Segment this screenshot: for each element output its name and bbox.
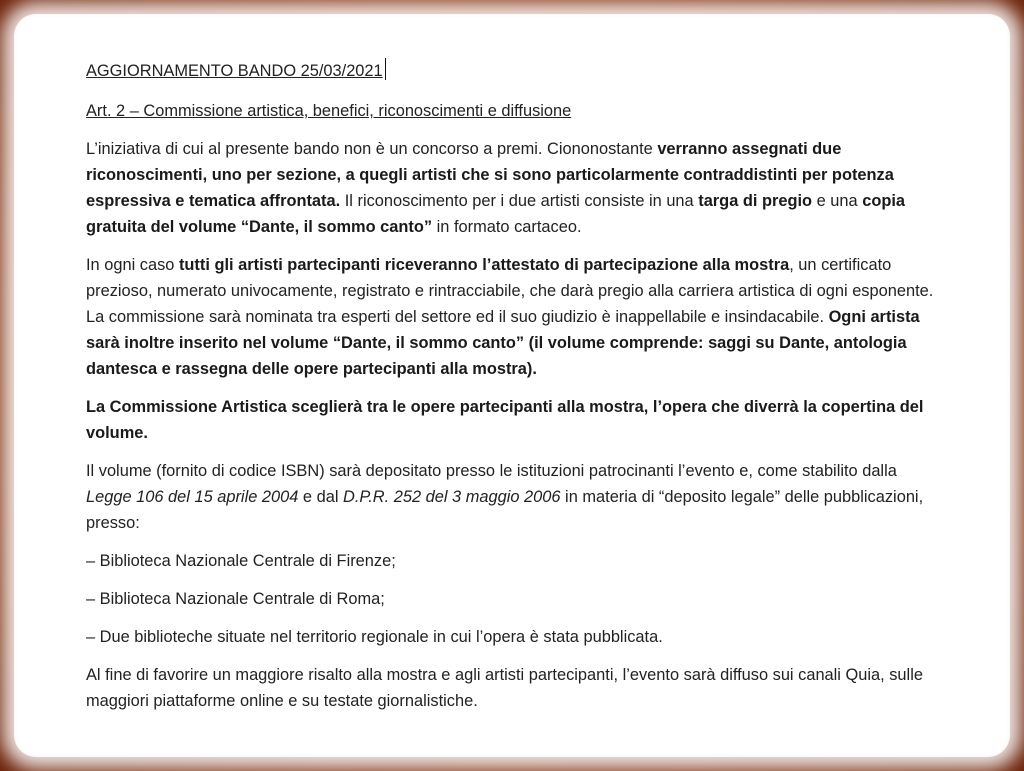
paragraph-participation-bold-2: Ogni artista sarà inoltre inserito nel volume “Dante, il sommo canto” (il volume comprende: saggi su Dante, antologia dantesca e rassegna delle opere partecipanti alla mostra). [86,308,920,378]
paragraph-awards [86,136,946,240]
document-title-text: AGGIORNAMENTO BANDO 25/03/2021 [86,62,383,80]
list-item: – Due biblioteche situate nel territorio regionale in cui l’opera è stata pubblicata. [86,628,663,646]
paragraph-awards-text-2: Il riconoscimento per i due artisti consiste in una [340,192,699,210]
paragraph-cover [86,394,946,446]
paragraph-deposit-decree: D.P.R. 252 del 3 maggio 2006 [343,488,561,506]
paragraph-deposit-law: Legge 106 del 15 aprile 2004 [86,488,299,506]
paragraph-awards-text-4: in formato cartaceo. [432,218,582,236]
paragraph-awards-bold-2: targa di pregio [698,192,813,210]
document-title [86,58,386,84]
paragraph-participation-text-2: , un certificato prezioso, numerato univocamente, registrato e rintracciabile, che darà pregio alla carriera artistica di ogni esponente. La commissione sarà nominata tra esperti del settore ed il suo giudizio è inappellabile e insindacabile. [86,256,934,326]
paragraph-participation-intro: In ogni caso [86,256,179,274]
article-heading: Art. 2 – Commissione artistica, benefici, riconoscimenti e diffusione [86,102,572,120]
document-page [14,14,1010,757]
text-cursor [385,58,387,80]
paragraph-participation [86,252,946,382]
paragraph-deposit-text-2: e dal [298,488,344,506]
paragraph-deposit-intro: Il volume (fornito di codice ISBN) sarà depositato presso le istituzioni patrocinanti l’evento e, come stabilito dalla [86,462,897,480]
paragraph-promotion: Al fine di favorire un maggiore risalto alla mostra e agli artisti partecipanti, l’evento sarà diffuso sui canali Quia, sulle maggiori piattaforme online e su testate giornalistiche. [86,666,923,710]
paragraph-awards-intro: L’iniziativa di cui al presente bando non è un concorso a premi. Ciononostante [86,140,658,158]
paragraph-awards-bold-1: verranno assegnati due riconoscimenti, uno per sezione, a quegli artisti che si sono particolarmente contraddistinti per potenza espressiva e tematica affrontata. [86,140,894,210]
paragraph-awards-text-3: e una [812,192,863,210]
paragraph-participation-bold-1: tutti gli artisti partecipanti riceveranno l’attestato di partecipazione alla mostra [178,256,790,274]
paragraph-deposit-text-3: in materia di “deposito legale” delle pubblicazioni, presso: [86,488,924,532]
paragraph-cover-bold: La Commissione Artistica sceglierà tra le opere partecipanti alla mostra, l’opera che diverrà la copertina del volume. [86,398,924,442]
document-body [86,58,946,714]
list-item: – Biblioteca Nazionale Centrale di Firenze; [86,552,396,570]
list-item: – Biblioteca Nazionale Centrale di Roma; [86,590,385,608]
paragraph-awards-bold-3: copia gratuita del volume “Dante, il sommo canto” [86,192,906,236]
paragraph-deposit [86,458,946,536]
